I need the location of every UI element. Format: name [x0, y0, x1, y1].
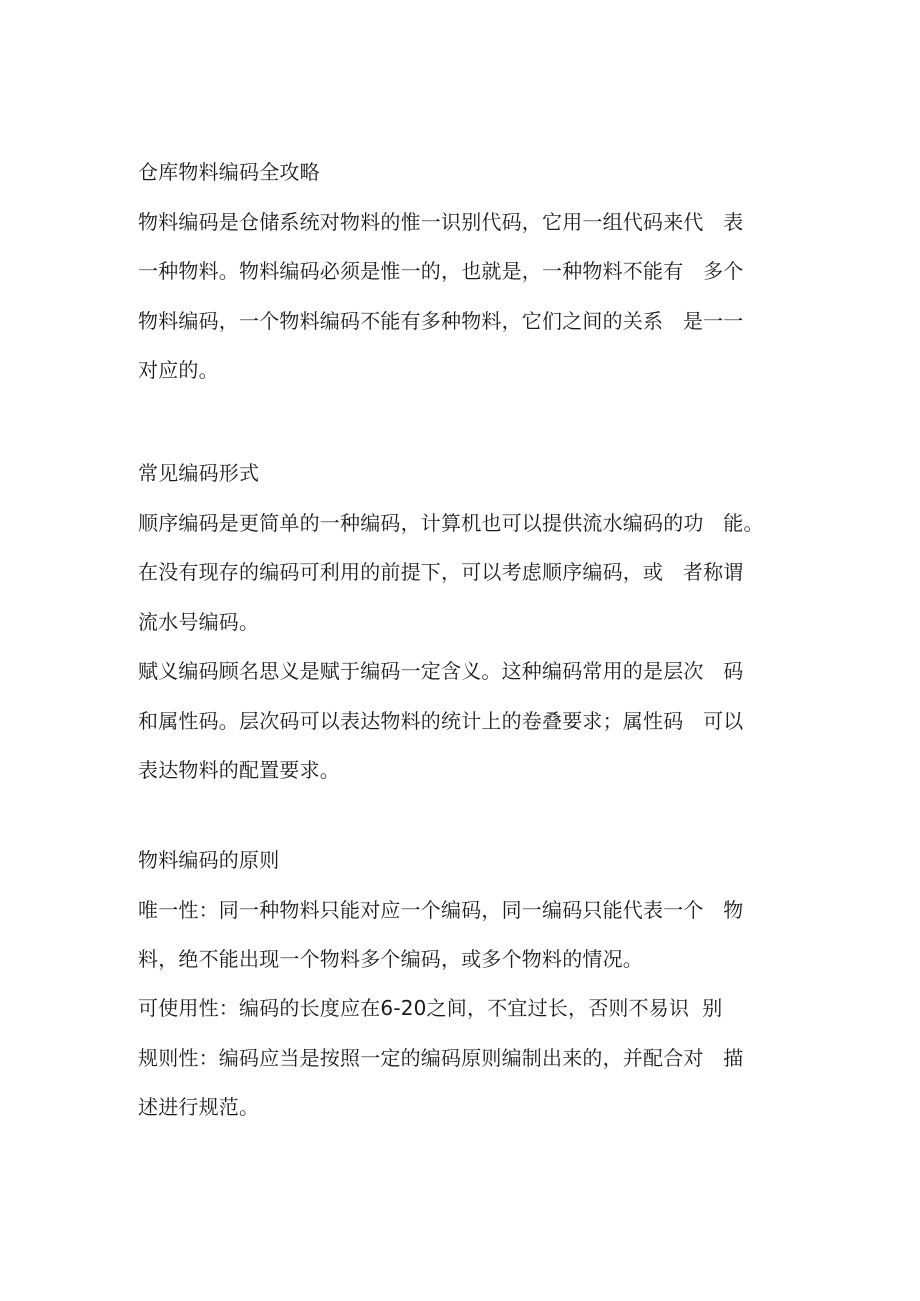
- section-heading: 仓库物料编码全攻略: [138, 160, 320, 184]
- paragraph-line: 流水号编码。: [138, 610, 260, 634]
- paragraph-line: 和属性码。层次码可以表达物料的统计上的卷叠要求；属性码 可以: [138, 709, 744, 733]
- paragraph-line: 一种物料。物料编码必须是惟一的，也就是，一种物料不能有 多个: [138, 259, 744, 283]
- paragraph-line: 物料编码是仓储系统对物料的惟一识别代码，它用一组代码来代 表: [138, 210, 744, 234]
- paragraph-line: 述进行规范。: [138, 1095, 260, 1119]
- paragraph-line: 顺序编码是更简单的一种编码，计算机也可以提供流水编码的功 能。: [138, 511, 764, 535]
- paragraph-line: 表达物料的配置要求。: [138, 758, 340, 782]
- paragraph-line: 物料编码，一个物料编码不能有多种物料，它们之间的关系 是一一: [138, 309, 744, 333]
- paragraph-line: 对应的。: [138, 358, 219, 382]
- section-heading: 常见编码形式: [138, 461, 260, 485]
- paragraph-line: 可使用性：编码的长度应在6-20之间，不宜过长，否则不易识 别: [138, 996, 723, 1020]
- section-heading: 物料编码的原则: [138, 848, 280, 872]
- paragraph-line: 规则性：编码应当是按照一定的编码原则编制出来的，并配合对 描: [138, 1046, 744, 1070]
- paragraph-line: 唯一性：同一种物料只能对应一个编码，同一编码只能代表一个 物: [138, 898, 744, 922]
- paragraph-line: 料，绝不能出现一个物料多个编码，或多个物料的情况。: [138, 947, 643, 971]
- paragraph-line: 赋义编码顾名思义是赋于编码一定含义。这种编码常用的是层次 码: [138, 659, 744, 683]
- paragraph-line: 在没有现存的编码可利用的前提下，可以考虑顺序编码，或 者称谓: [138, 560, 744, 584]
